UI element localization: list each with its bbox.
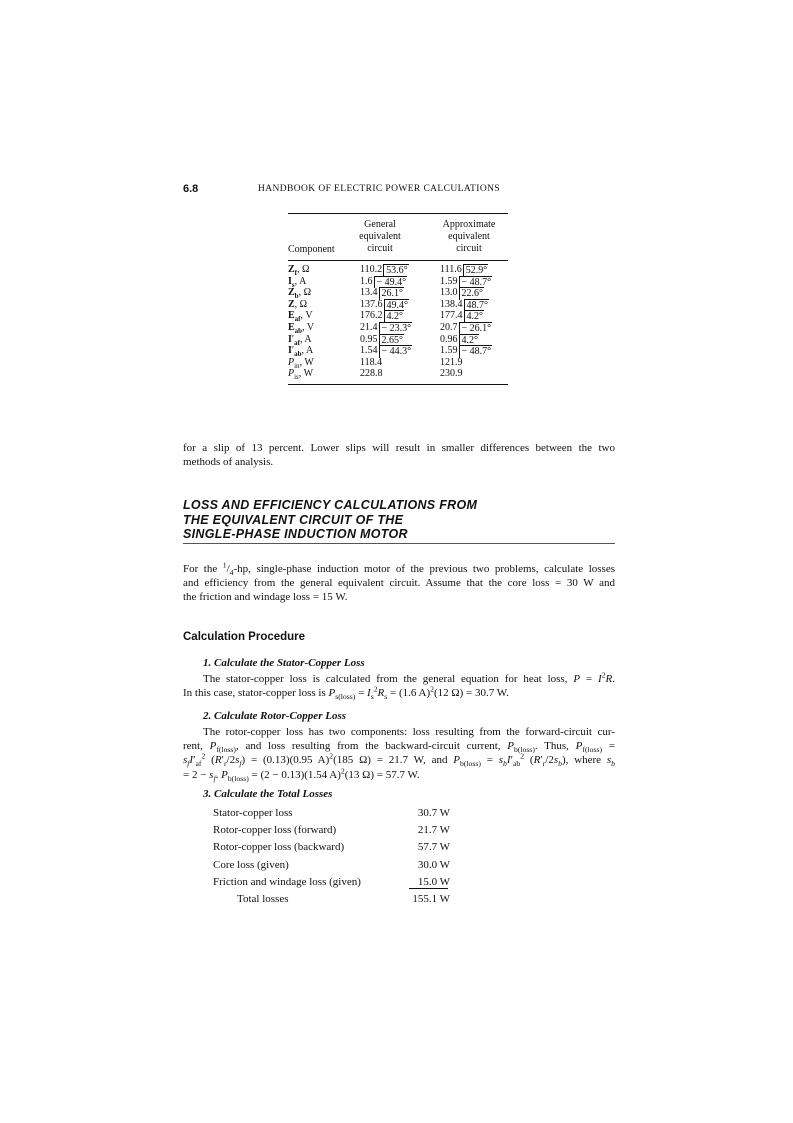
general-cell: 0.95 2.65° <box>360 333 403 346</box>
approximate-cell: 230.9 <box>440 368 463 380</box>
loss-value: 21.7 W <box>417 824 450 837</box>
table-body <box>288 261 508 380</box>
approximate-cell: 111.6 52.9° <box>440 264 488 276</box>
problem-paragraph: For the $^1/_4-hp$, single-phase induction motor of the previous two problems, calculate losses and efficiency from the general equivalent circuit. Assume that the core loss = 30 W and the friction and windage loss = 15 W. <box>183 560 615 604</box>
loss-label: Rotor-copper loss (forward) <box>213 824 337 837</box>
table-row <box>288 276 508 288</box>
loss-label: Friction and windage loss (given) <box>213 875 361 888</box>
component-cell: $I'_{af}$, A <box>288 333 312 347</box>
table-row <box>288 264 508 276</box>
approximate-cell: 0.96 4.2° <box>440 333 478 346</box>
intro-line: for a slip of 13 percent. Lower slips will result in smaller differences between the two <box>183 442 615 454</box>
general-cell: 110.2 53.6° <box>360 264 408 276</box>
loss-label: Rotor-copper loss (backward) <box>213 841 345 854</box>
section-title: LOSS AND EFFICIENCY CALCULATIONS FROM THE EQUIVALENT CIRCUIT OF THE SINGLE-PHASE INDUCTION MOTOR <box>183 498 478 541</box>
comparison-table <box>288 213 508 385</box>
general-cell: 1.6 − 49.4° <box>360 275 407 288</box>
loss-label: Core loss (given) <box>213 858 289 871</box>
component-cell: $I'_{ab}$, A <box>288 345 314 359</box>
approximate-cell: 1.59 − 48.7° <box>440 345 492 358</box>
general-cell: 176.2 4.2° <box>360 310 403 323</box>
general-cell: 118.4 <box>360 356 383 368</box>
loss-value: 15.0 W <box>417 875 450 888</box>
component-cell: Z, Ω <box>288 298 308 310</box>
component-cell: $Z_b$, Ω <box>288 287 312 301</box>
general-cell: 1.54 − 44.3° <box>360 345 412 358</box>
general-cell: 137.6 49.4° <box>360 298 408 311</box>
table-bottom-rule <box>288 384 508 385</box>
header-component: Component <box>288 244 335 255</box>
loss-label: Stator-copper loss <box>213 807 293 819</box>
general-cell: 13.4 26.1° <box>360 287 403 300</box>
intro-line: methods of analysis. <box>183 456 274 469</box>
component-cell: $P_{in}$, W <box>288 356 314 370</box>
approximate-cell: 138.4 48.7° <box>440 298 488 311</box>
header-approximate: Approximate equivalent circuit <box>442 219 496 254</box>
total-rule <box>409 888 448 889</box>
total-value: 155.1 W <box>412 893 450 905</box>
table-row <box>288 368 508 380</box>
component-cell: $I_s$, A <box>288 275 307 289</box>
approximate-cell: 20.7 − 26.1° <box>440 321 492 334</box>
table-row <box>288 345 508 357</box>
step-3-heading: 3. Calculate the Total Losses <box>203 788 333 800</box>
table-row <box>288 322 508 334</box>
step-2-text: The rotor-copper loss has two components: loss resulting from the forward-circuit cur- rent, $P_{f(loss)}$, and loss resulting from the backward-circuit current, $P_{b(loss)}$. Thus, $P_{f(loss)}$ = $s_fI'_{af}^2$ $(R'_r/2s_f) = (0.13)(0.95$ A)$^2$(185 Ω) = 21.7 W, and $P_{b(loss)} = s_bI'_{ab}^2$ $(R'_r/2s_b)$, where $s_b$ = $2 - s_f$. $P_{b(loss)} = (2 - 0.13)(1.54$ A)$^2$(13 Ω) = 57.7 W. <box>183 726 615 783</box>
loss-row <box>213 839 450 856</box>
component-cell: $Z_f$, Ω <box>288 264 310 277</box>
table-row <box>288 357 508 369</box>
table-row <box>288 299 508 311</box>
approximate-cell: 13.0 22.6° <box>440 287 483 300</box>
page-number: 6.8 <box>183 183 199 195</box>
section-rule <box>183 543 615 544</box>
loss-row <box>213 822 450 839</box>
loss-value: 30.7 W <box>417 807 450 819</box>
step-1-heading: 1. Calculate the Stator-Copper Loss <box>203 657 365 669</box>
component-cell: $P_{is}$, W <box>288 368 314 382</box>
table-row <box>288 287 508 299</box>
component-cell: $E_{ab}$, V <box>288 321 315 335</box>
running-head: HANDBOOK OF ELECTRIC POWER CALCULATIONS <box>258 184 501 194</box>
approximate-cell: 121.9 <box>440 356 463 368</box>
calc-procedure-heading: Calculation Procedure <box>183 631 306 643</box>
loss-value: 30.0 W <box>417 858 450 871</box>
table-header <box>288 214 508 257</box>
approximate-cell: 177.4 4.2° <box>440 310 483 323</box>
total-label: Total losses <box>237 893 289 905</box>
loss-value: 57.7 W <box>417 841 450 854</box>
component-cell: $E_{af}$, V <box>288 310 313 324</box>
step-1-text: The stator-copper loss is calculated from the general equation for heat loss, $P = I^2R$. In this case, stator-copper loss is $P_{s(loss)} = I_s^2R_s = (1.6$ A)$^2$(12 Ω) = 30.7 W. <box>183 670 615 702</box>
loss-row <box>213 857 450 874</box>
table-row <box>288 334 508 346</box>
table-row <box>288 310 508 322</box>
general-cell: 228.8 <box>360 368 383 380</box>
step-2-heading: 2. Calculate Rotor-Copper Loss <box>203 710 347 722</box>
header-general: General equivalent circuit <box>359 219 401 254</box>
loss-row <box>213 805 450 822</box>
approximate-cell: 1.59 − 48.7° <box>440 275 492 288</box>
intro-paragraph <box>183 441 615 469</box>
total-row <box>213 891 450 908</box>
general-cell: 21.4 − 23.3° <box>360 321 412 334</box>
